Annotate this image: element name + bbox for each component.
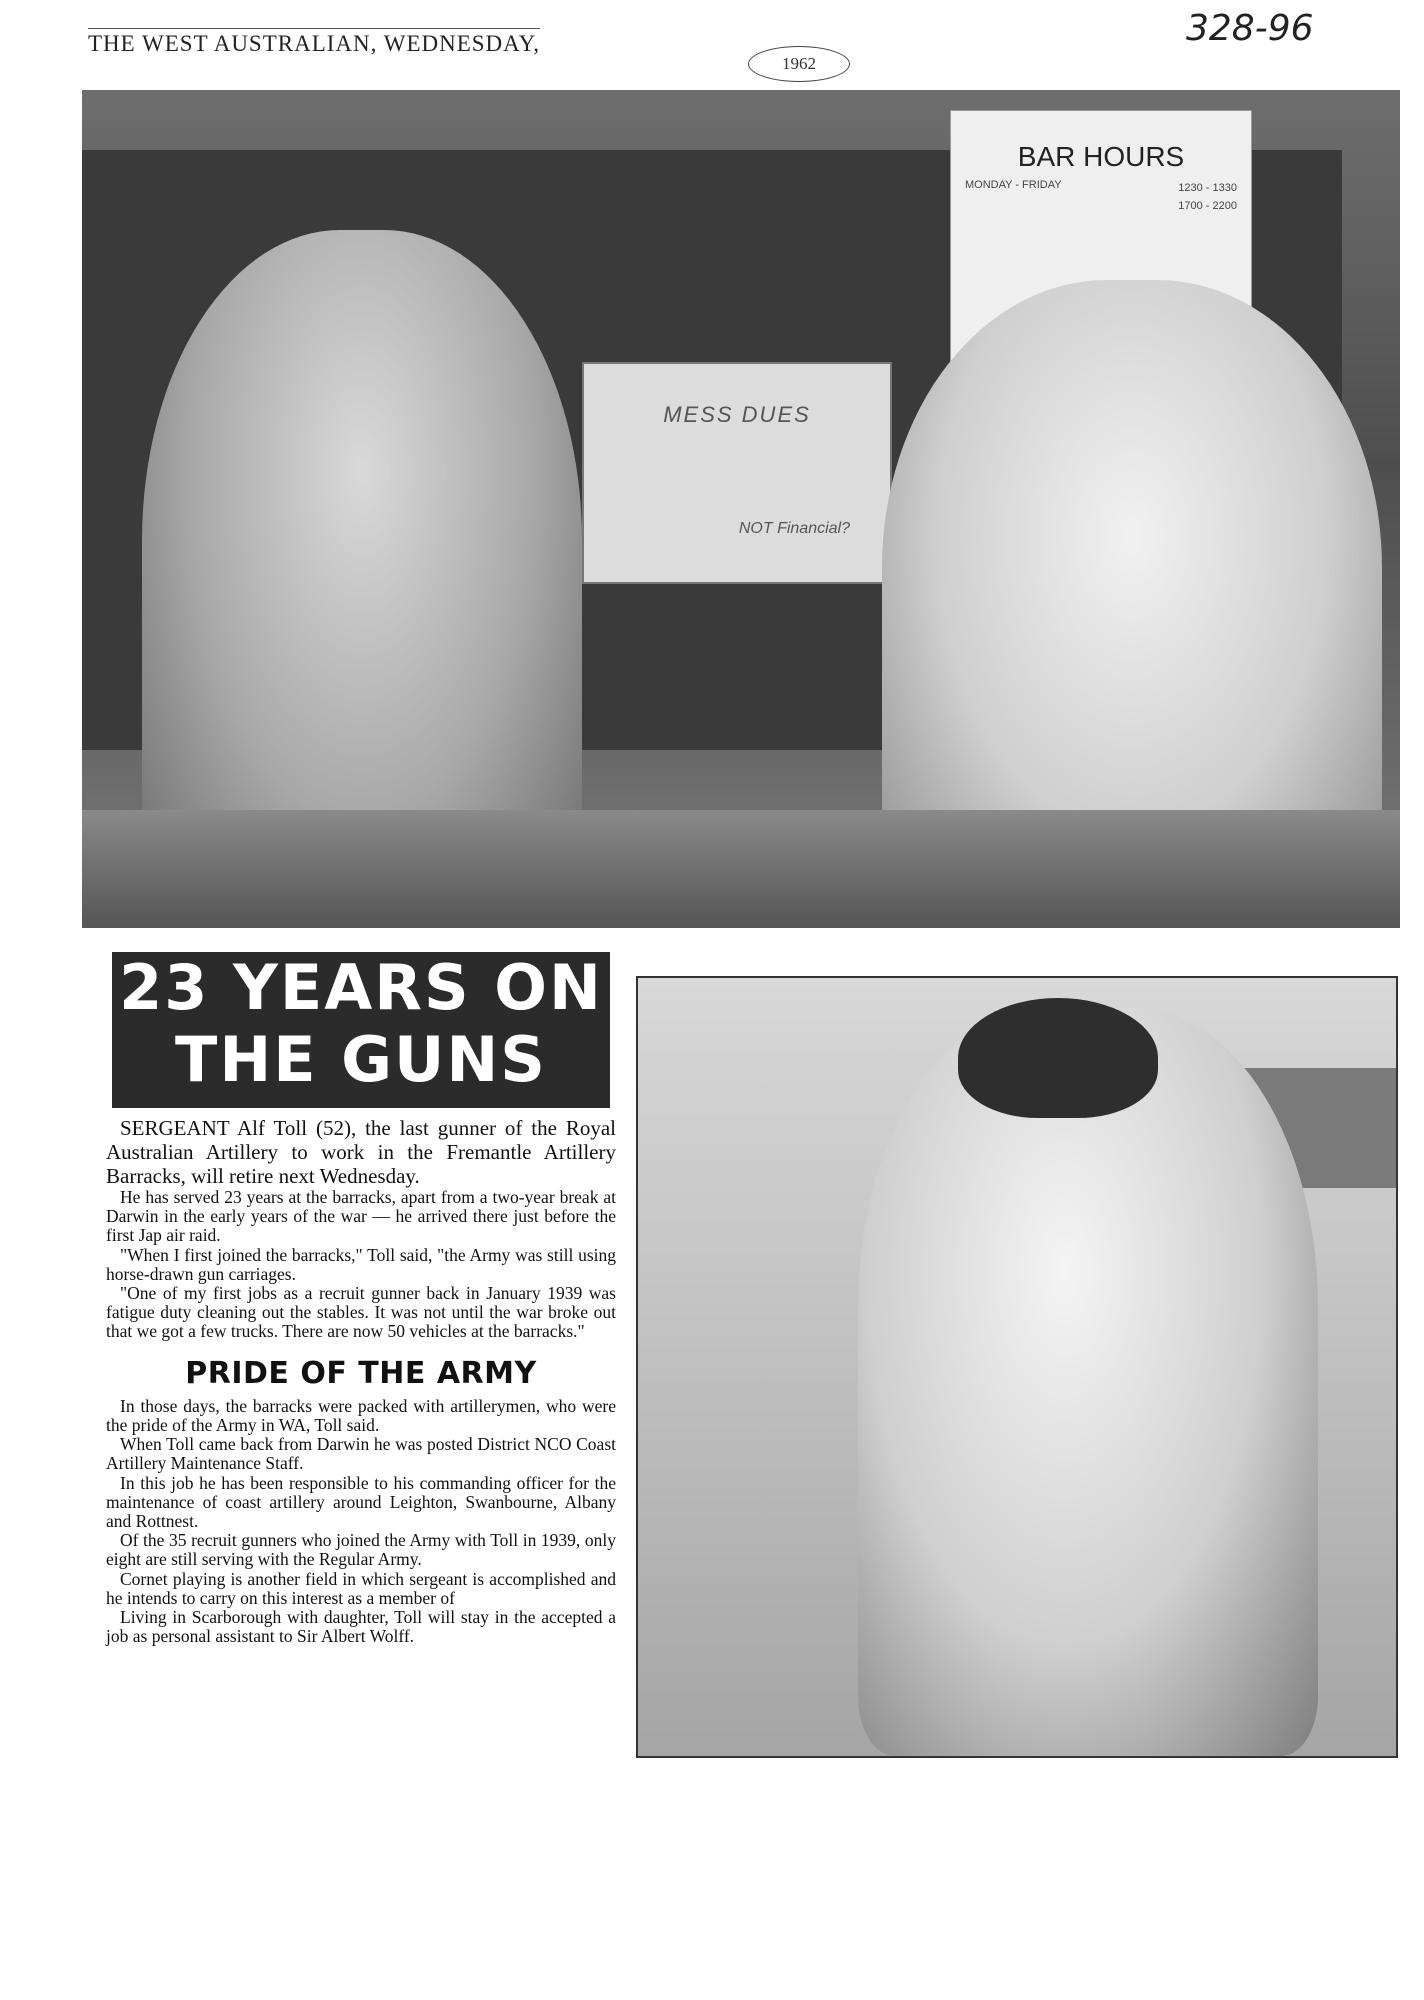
article-body xyxy=(106,1116,616,1646)
beret xyxy=(958,998,1158,1118)
article-paragraph: Of the 35 recruit gunners who joined the Army with Toll in 1939, only eight are still serving with the Regular Army. xyxy=(106,1530,616,1570)
article-paragraph: Cornet playing is another field in which sergeant is accomplished and he intends to carry on this interest as a member of xyxy=(106,1568,616,1608)
bar-hours-times xyxy=(1178,179,1237,215)
article-subhead: PRIDE OF THE ARMY xyxy=(185,1355,537,1391)
mess-dues-line-2: NOT Financial? xyxy=(738,520,850,537)
bar-hours-row xyxy=(951,173,1251,221)
mess-dues-line-1: MESS DUES xyxy=(663,402,811,427)
article-paragraph: "One of my first jobs as a recruit gunner back in January 1939 was fatigue duty cleaning out the stables. It was not until the war broke out that we got a few trucks. There are now 50 vehicles at the barracks." xyxy=(106,1283,616,1342)
masthead: THE WEST AUSTRALIAN, WEDNESDAY, xyxy=(88,28,540,57)
headline-line-2: THE GUNS xyxy=(175,1023,547,1096)
reference-note: 328-96 xyxy=(1186,8,1314,49)
article-paragraph: Living in Scarborough with daughter, Toll will stay in the accepted a job as personal assistant to Sir Albert Wolff. xyxy=(106,1607,616,1647)
article-paragraph: He has served 23 years at the barracks, apart from a two-year break at Darwin in the early years of the war — he arrived there just before the first Jap air raid. xyxy=(106,1187,616,1246)
headline-line-1: 23 YEARS ON xyxy=(119,951,603,1024)
article-paragraph: In those days, the barracks were packed with artillerymen, who were the pride of the Army in WA, Toll said. xyxy=(106,1395,616,1436)
bar-hours-time-2: 1700 - 2200 xyxy=(1178,200,1237,212)
headline xyxy=(112,952,610,1108)
bar-counter xyxy=(82,810,1400,928)
soldier-figure xyxy=(858,1008,1318,1756)
bar-hours-title: BAR HOURS xyxy=(1017,141,1185,172)
photo-bar-scene xyxy=(82,90,1400,928)
article-paragraph: In this job he has been responsible to his commanding officer for the maintenance of coast artillery around Leighton, Swanbourne, Albany and Rottnest. xyxy=(106,1472,616,1532)
article-paragraph: When Toll came back from Darwin he was posted District NCO Coast Artillery Maintenance Staff. xyxy=(106,1434,616,1474)
bar-hours-days: MONDAY - FRIDAY xyxy=(965,179,1062,191)
notice-mess-dues xyxy=(582,362,892,584)
photo-soldier-portrait xyxy=(636,976,1398,1758)
bar-hours-time-1: 1230 - 1330 xyxy=(1178,182,1237,194)
date-stamp: 1962 xyxy=(748,46,850,82)
article-lede: SERGEANT Alf Toll (52), the last gunner of the Royal Australian Artillery to work in the Fremantle Artillery Barracks, will retire next Wednesday. xyxy=(106,1116,616,1188)
article-paragraph: "When I first joined the barracks," Toll said, "the Army was still using horse-drawn gun carriages. xyxy=(106,1244,616,1284)
